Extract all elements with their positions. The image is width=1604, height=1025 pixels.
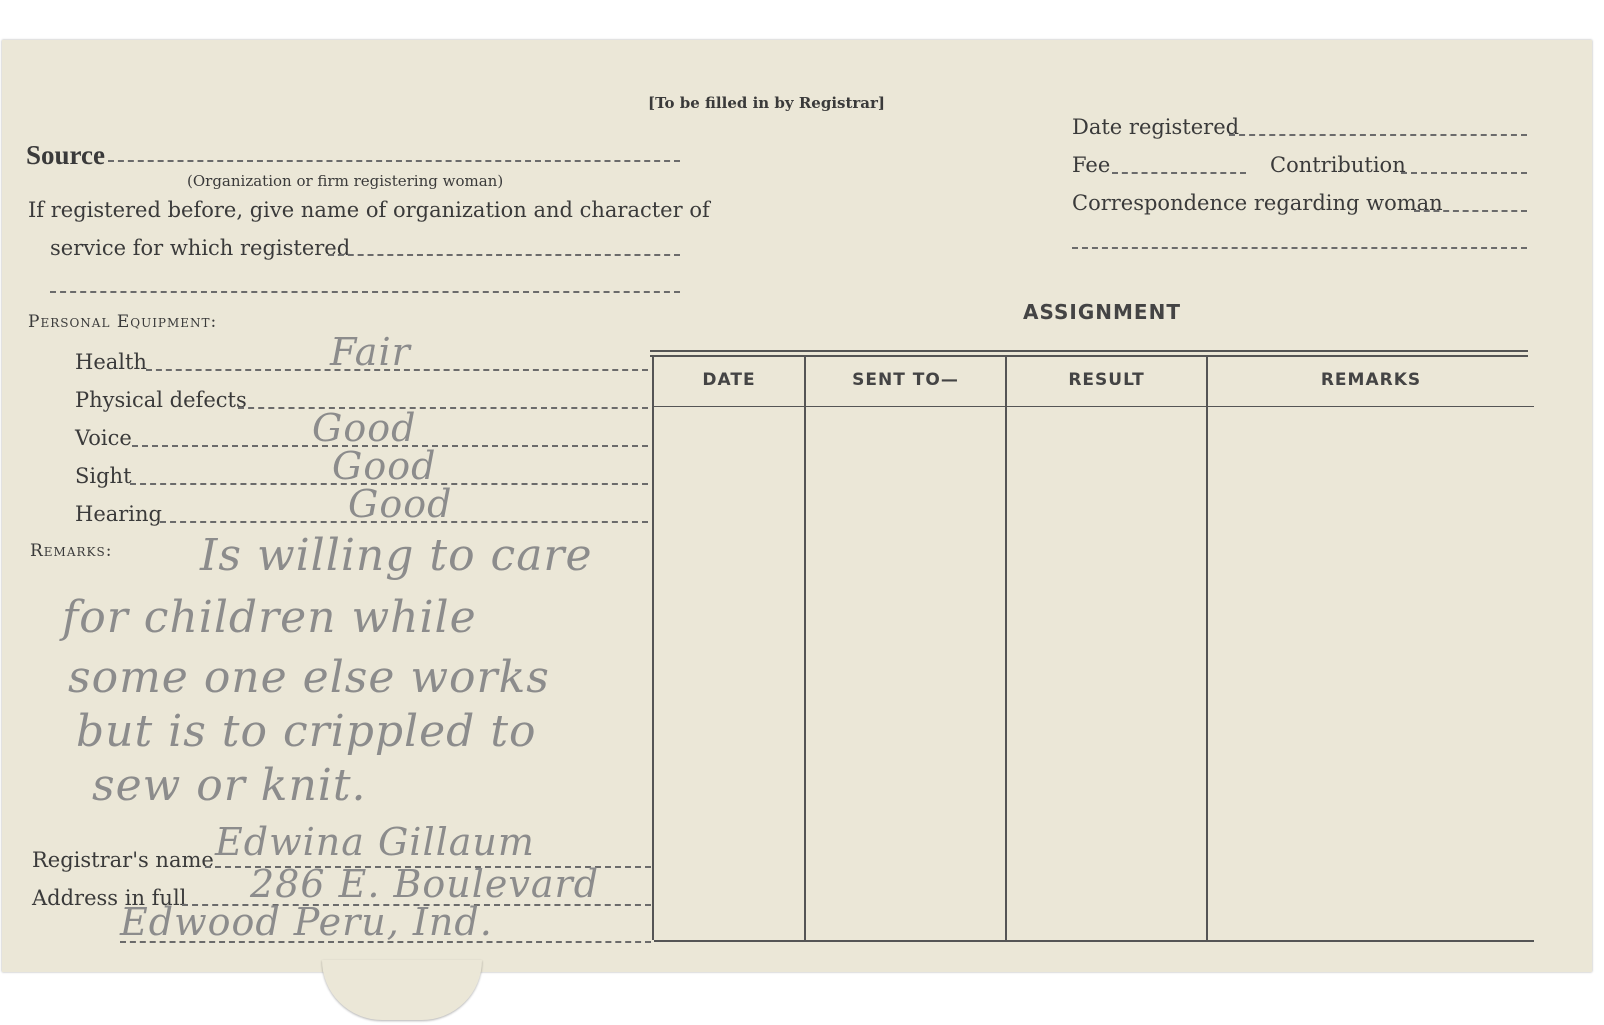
table-top-rule-2 xyxy=(650,355,1528,357)
voice-label: Voice xyxy=(75,426,132,450)
source-line xyxy=(108,160,680,162)
col-header-date: DATE xyxy=(702,370,756,390)
correspondence-label: Correspondence regarding woman xyxy=(1072,191,1443,215)
correspondence-line-2 xyxy=(1072,247,1527,249)
prev-registration-line1: If registered before, give name of organization and character of xyxy=(28,198,710,222)
remarks-heading: Remarks: xyxy=(30,541,113,561)
address-label: Address in full xyxy=(32,886,187,910)
table-header-rule xyxy=(654,406,1534,407)
contribution-label: Contribution xyxy=(1270,153,1406,177)
address-value-line1: 286 E. Boulevard xyxy=(250,862,600,906)
remarks-line-5: sew or knit. xyxy=(92,760,367,811)
registrar-name-value: Edwina Gillaum xyxy=(215,820,535,864)
card-index-tab xyxy=(322,960,482,1020)
prev-registration-fill-1 xyxy=(328,254,680,256)
col-header-result: RESULT xyxy=(1068,370,1145,390)
correspondence-line-1 xyxy=(1414,210,1527,212)
health-label: Health xyxy=(75,350,147,374)
remarks-line-4: but is to crippled to xyxy=(76,706,537,757)
hearing-label: Hearing xyxy=(75,502,162,526)
col-header-remarks: REMARKS xyxy=(1320,370,1422,390)
table-top-rule-1 xyxy=(650,350,1528,352)
contribution-line xyxy=(1401,172,1527,174)
col-header-sent-to: SENT TO— xyxy=(852,370,959,390)
voice-value: Good xyxy=(312,406,417,450)
address-value-line2: Edwood Peru, Ind. xyxy=(120,900,493,944)
date-registered-label: Date registered xyxy=(1072,115,1240,139)
registrar-name-label: Registrar's name xyxy=(32,848,214,872)
physical-defects-line xyxy=(238,407,648,409)
fee-label: Fee xyxy=(1072,153,1111,177)
table-col-line-0 xyxy=(652,356,654,940)
table-bottom-rule xyxy=(654,940,1534,942)
sight-value: Good xyxy=(332,444,437,488)
assignment-title: ASSIGNMENT xyxy=(1023,300,1181,324)
personal-equipment-heading: Personal Equipment: xyxy=(28,312,218,332)
table-col-line-2 xyxy=(1005,356,1007,940)
remarks-line-1: Is willing to care xyxy=(200,530,593,581)
registrar-note: [To be filled in by Registrar] xyxy=(648,94,886,112)
source-hint: (Organization or firm registering woman) xyxy=(187,172,504,190)
date-registered-line xyxy=(1229,134,1527,136)
fee-line xyxy=(1112,172,1246,174)
hearing-value: Good xyxy=(348,482,453,526)
remarks-line-2: for children while xyxy=(62,592,477,643)
table-col-line-3 xyxy=(1206,356,1208,940)
table-col-line-1 xyxy=(804,356,806,940)
prev-registration-fill-2 xyxy=(50,291,680,293)
physical-defects-label: Physical defects xyxy=(75,388,247,412)
source-label: Source xyxy=(26,140,105,170)
prev-registration-line2: service for which registered xyxy=(50,236,351,260)
remarks-line-3: some one else works xyxy=(68,652,550,703)
health-value: Fair xyxy=(330,330,411,374)
sight-label: Sight xyxy=(75,464,132,488)
